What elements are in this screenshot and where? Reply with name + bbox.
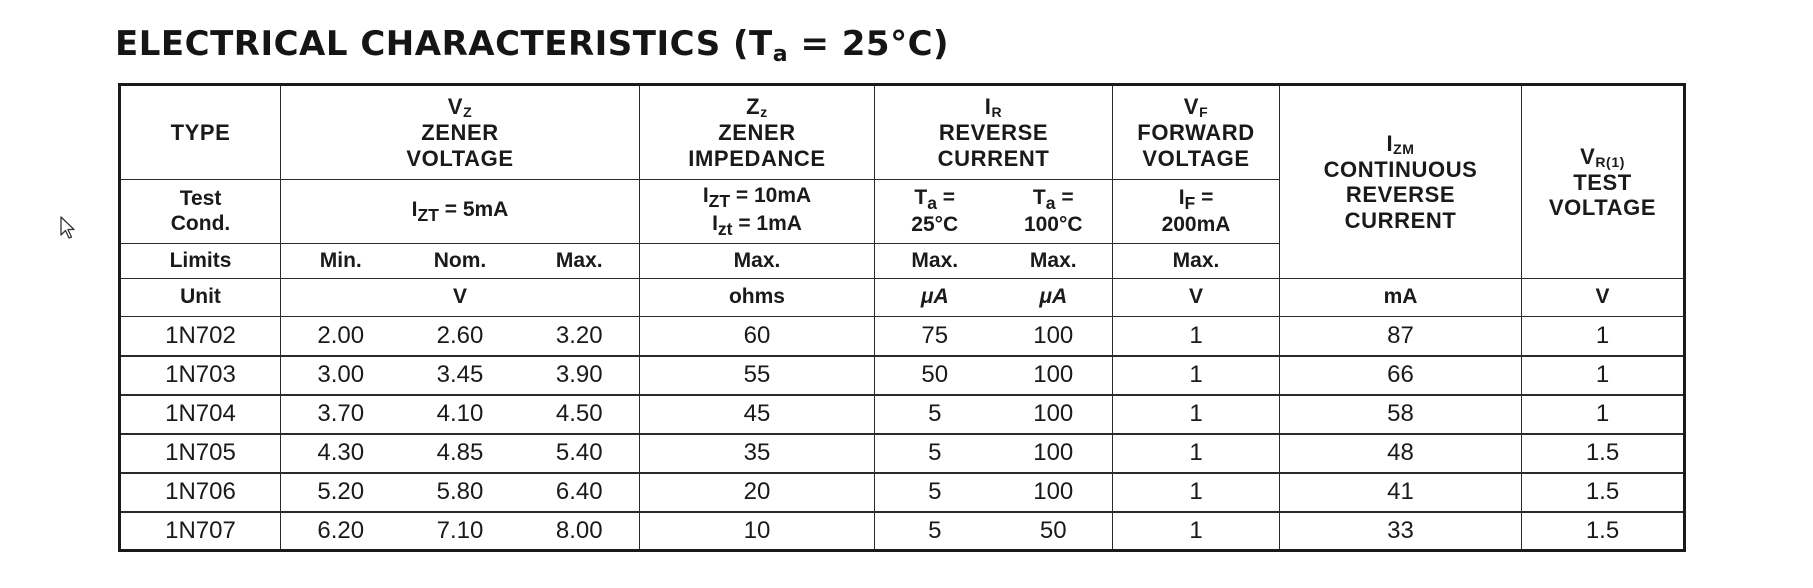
type-cell: 1N703 xyxy=(120,356,281,395)
limit-ir-100c: Max. xyxy=(995,244,1113,279)
ir-100c-cell: 100 xyxy=(995,434,1113,473)
electrical-characteristics-table xyxy=(118,83,1686,552)
zz-cell: 45 xyxy=(640,395,875,434)
vf-header: $V_F$ FORWARD VOLTAGE xyxy=(1113,85,1280,180)
vz-min-cell: 2.00 xyxy=(281,317,401,356)
ir-25c-cell: 5 xyxy=(875,434,995,473)
unit-zz: ohms xyxy=(640,279,875,317)
limit-nom: Nom. xyxy=(401,244,520,279)
vr-cell: 1.5 xyxy=(1522,434,1685,473)
vr-cell: 1 xyxy=(1522,356,1685,395)
ir-100c-test-cond: $T_a$ = 100°C xyxy=(995,180,1113,244)
limit-min: Min. xyxy=(281,244,401,279)
izm-cell: 48 xyxy=(1280,434,1522,473)
vf-cell: 1 xyxy=(1113,356,1280,395)
vz-nom-cell: 4.10 xyxy=(401,395,520,434)
izm-cell: 58 xyxy=(1280,395,1522,434)
table-row xyxy=(120,356,1685,395)
type-cell: 1N702 xyxy=(120,317,281,356)
zz-cell: 55 xyxy=(640,356,875,395)
vz-min-cell: 3.70 xyxy=(281,395,401,434)
vz-nom-cell: 5.80 xyxy=(401,473,520,512)
vz-min-cell: 3.00 xyxy=(281,356,401,395)
unit-vr: V xyxy=(1522,279,1685,317)
izm-cell: 33 xyxy=(1280,512,1522,551)
vz-max-cell: 4.50 xyxy=(520,395,640,434)
vf-cell: 1 xyxy=(1113,317,1280,356)
ir-100c-cell: 50 xyxy=(995,512,1113,551)
zz-header: $Z_z$ ZENER IMPEDANCE xyxy=(640,85,875,180)
ir-100c-cell: 100 xyxy=(995,356,1113,395)
table-row xyxy=(120,395,1685,434)
ir-header: $I_R$ REVERSE CURRENT xyxy=(875,85,1113,180)
mouse-pointer-icon xyxy=(60,216,78,240)
izm-cell: 66 xyxy=(1280,356,1522,395)
limit-zz: Max. xyxy=(640,244,875,279)
vz-max-cell: 6.40 xyxy=(520,473,640,512)
vz-min-cell: 4.30 xyxy=(281,434,401,473)
unit-ir-100c: μA xyxy=(995,279,1113,317)
header-row xyxy=(120,85,1685,180)
vr-cell: 1 xyxy=(1522,395,1685,434)
type-cell: 1N704 xyxy=(120,395,281,434)
unit-label: Unit xyxy=(120,279,281,317)
vz-nom-cell: 4.85 xyxy=(401,434,520,473)
ir-100c-cell: 100 xyxy=(995,473,1113,512)
type-cell: 1N707 xyxy=(120,512,281,551)
izm-header: $I_{ZM}$ CONTINUOUS REVERSE CURRENT xyxy=(1280,85,1522,279)
vf-test-cond: $I_F$ = 200mA xyxy=(1113,180,1280,244)
vr-cell: 1 xyxy=(1522,317,1685,356)
table-row xyxy=(120,434,1685,473)
table-row xyxy=(120,512,1685,551)
ir-25c-test-cond: $T_a$ = 25°C xyxy=(875,180,995,244)
zz-cell: 20 xyxy=(640,473,875,512)
vz-nom-cell: 3.45 xyxy=(401,356,520,395)
limits-label: Limits xyxy=(120,244,281,279)
ir-100c-cell: 100 xyxy=(995,395,1113,434)
table-row xyxy=(120,317,1685,356)
vz-header: $V_Z$ ZENER VOLTAGE xyxy=(281,85,640,180)
vr-cell: 1.5 xyxy=(1522,512,1685,551)
zz-cell: 35 xyxy=(640,434,875,473)
limit-max: Max. xyxy=(520,244,640,279)
unit-vf: V xyxy=(1113,279,1280,317)
type-cell: 1N705 xyxy=(120,434,281,473)
limit-ir-25c: Max. xyxy=(875,244,995,279)
ir-100c-cell: 100 xyxy=(995,317,1113,356)
test-cond-label: Test Cond. xyxy=(120,180,281,244)
vf-cell: 1 xyxy=(1113,512,1280,551)
type-header: TYPE xyxy=(120,85,281,180)
vf-cell: 1 xyxy=(1113,395,1280,434)
vz-min-cell: 6.20 xyxy=(281,512,401,551)
vf-cell: 1 xyxy=(1113,473,1280,512)
unit-vz: V xyxy=(281,279,640,317)
vz-max-cell: 3.20 xyxy=(520,317,640,356)
ir-25c-cell: 50 xyxy=(875,356,995,395)
unit-row xyxy=(120,279,1685,317)
vf-cell: 1 xyxy=(1113,434,1280,473)
vz-max-cell: 5.40 xyxy=(520,434,640,473)
vz-max-cell: 8.00 xyxy=(520,512,640,551)
ir-25c-cell: 75 xyxy=(875,317,995,356)
page-title: ELECTRICAL CHARACTERISTICS $(T_a = 25^\circ C)$ xyxy=(115,24,950,67)
izm-cell: 41 xyxy=(1280,473,1522,512)
zz-test-cond: $I_{ZT} = 10mA$ $I_{zt} = 1mA$ xyxy=(640,180,875,244)
vz-nom-cell: 7.10 xyxy=(401,512,520,551)
ir-25c-cell: 5 xyxy=(875,473,995,512)
ir-25c-cell: 5 xyxy=(875,395,995,434)
unit-izm: mA xyxy=(1280,279,1522,317)
unit-ir-25c: μA xyxy=(875,279,995,317)
vz-nom-cell: 2.60 xyxy=(401,317,520,356)
vz-test-cond: $I_{ZT} = 5mA$ xyxy=(281,180,640,244)
vz-max-cell: 3.90 xyxy=(520,356,640,395)
zz-cell: 10 xyxy=(640,512,875,551)
ir-25c-cell: 5 xyxy=(875,512,995,551)
vr-cell: 1.5 xyxy=(1522,473,1685,512)
zz-cell: 60 xyxy=(640,317,875,356)
vr-header: $V_{R(1)}$ TEST VOLTAGE xyxy=(1522,85,1685,279)
izm-cell: 87 xyxy=(1280,317,1522,356)
vz-min-cell: 5.20 xyxy=(281,473,401,512)
limit-vf: Max. xyxy=(1113,244,1280,279)
table-row xyxy=(120,473,1685,512)
type-cell: 1N706 xyxy=(120,473,281,512)
